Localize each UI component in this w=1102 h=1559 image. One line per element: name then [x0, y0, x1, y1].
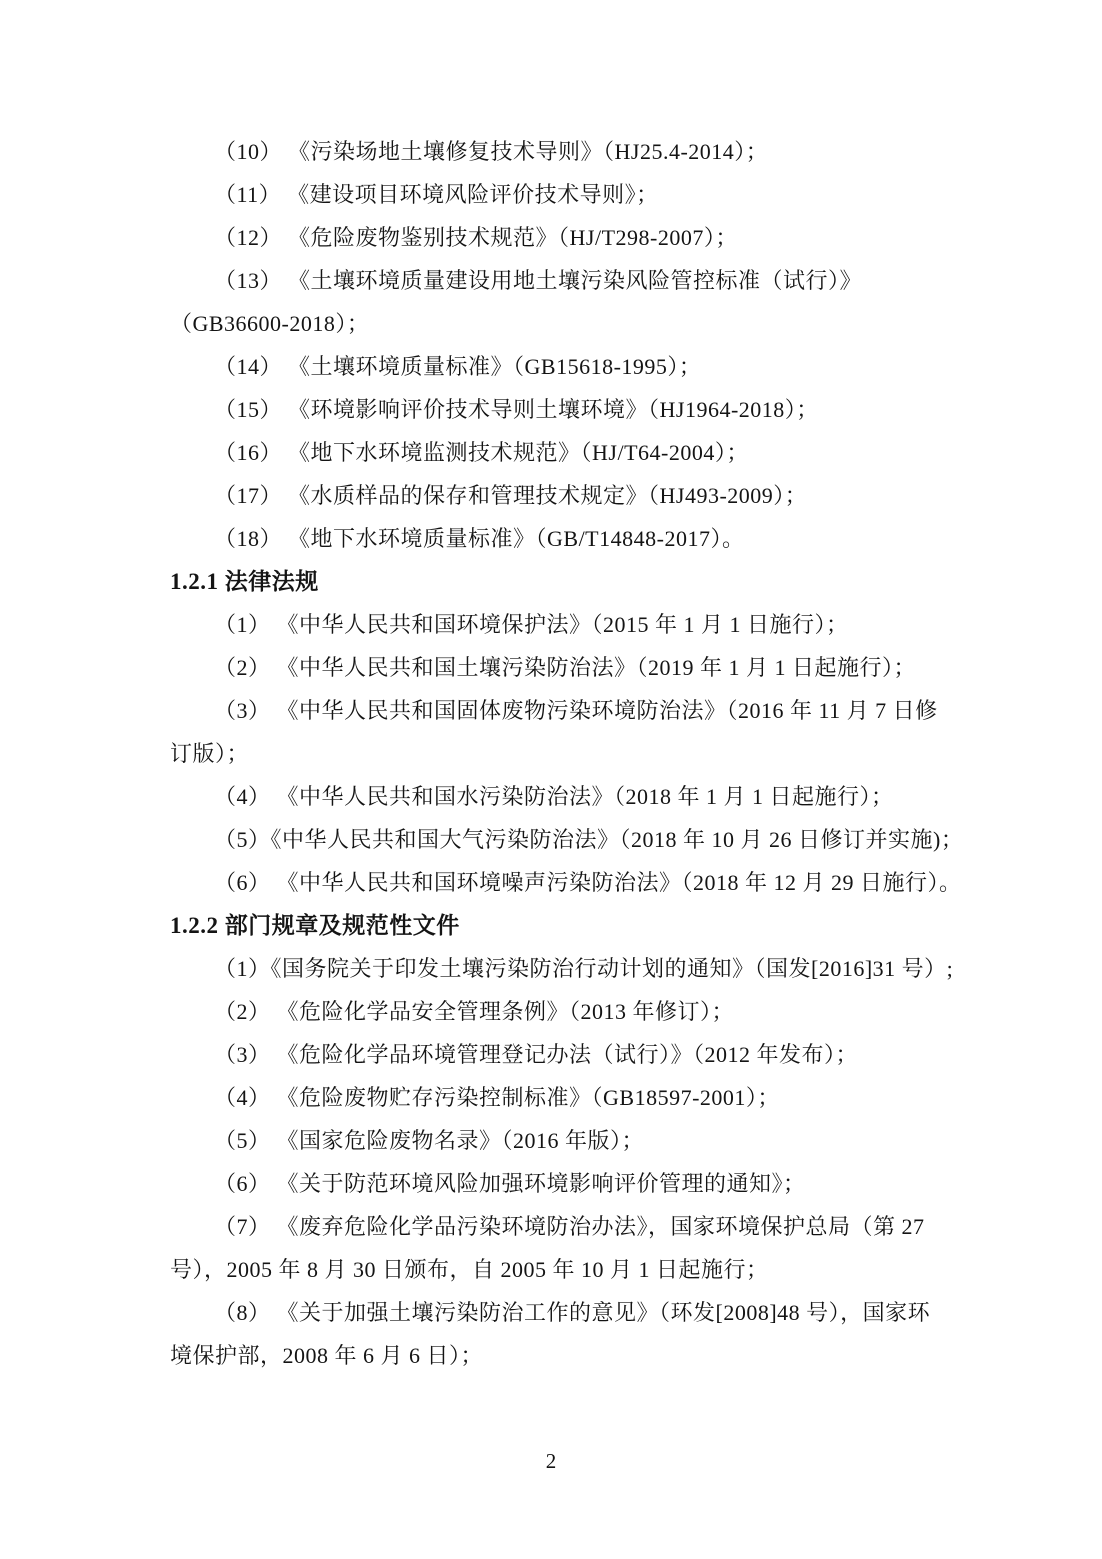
section-heading: 1.2.1 法律法规: [170, 569, 319, 594]
document-line: （1）《国务院关于印发土壤污染防治行动计划的通知》（国发[2016]31 号）;: [214, 956, 954, 981]
document-line: （6） 《中华人民共和国环境噪声污染防治法》（2018 年 12 月 29 日施行）。: [214, 870, 962, 895]
document-line: （5） 《国家危险废物名录》（2016 年版）；: [214, 1128, 645, 1153]
document-line: （10） 《污染场地土壤修复技术导则》（HJ25.4-2014）；: [214, 139, 769, 164]
section-heading: 1.2.2 部门规章及规范性文件: [170, 913, 460, 938]
document-line: （11） 《建设项目环境风险评价技术导则》；: [214, 182, 659, 207]
document-line: （2） 《中华人民共和国土壤污染防治法》（2019 年 1 月 1 日起施行）；: [214, 655, 917, 680]
document-line: 号），2005 年 8 月 30 日颁布，自 2005 年 10 月 1 日起施行；: [170, 1257, 769, 1282]
document-line: （7） 《废弃危险化学品污染环境防治办法》，国家环境保护总局（第 27: [214, 1214, 925, 1239]
document-line: （4） 《危险废物贮存污染控制标准》（GB18597-2001）；: [214, 1085, 780, 1110]
document-line: 订版）；: [170, 741, 250, 766]
document-line: （14） 《土壤环境质量标准》（GB15618-1995）；: [214, 354, 702, 379]
document-line: （3） 《危险化学品环境管理登记办法（试行）》（2012 年发布）；: [214, 1042, 859, 1067]
document-line: （2） 《危险化学品安全管理条例》（2013 年修订）；: [214, 999, 735, 1024]
document-line: （GB36600-2018）；: [170, 311, 370, 336]
page-number: 2: [545, 1449, 557, 1473]
document-line: （18） 《地下水环境质量标准》（GB/T14848-2017）。: [214, 526, 745, 551]
document-line: （17） 《水质样品的保存和管理技术规定》（HJ493-2009）；: [214, 483, 808, 508]
document-body: [170, 130, 964, 1377]
document-line: （6） 《关于防范环境风险加强环境影响评价管理的通知》；: [214, 1171, 806, 1196]
document-line: （12） 《危险废物鉴别技术规范》（HJ/T298-2007）；: [214, 225, 738, 250]
document-line: （1） 《中华人民共和国环境保护法》（2015 年 1 月 1 日施行）；: [214, 612, 849, 637]
document-line: （16） 《地下水环境监测技术规范》（HJ/T64-2004）；: [214, 440, 749, 465]
document-line: （15） 《环境影响评价技术导则土壤环境》（HJ1964-2018）；: [214, 397, 819, 422]
document-line: （3） 《中华人民共和国固体废物污染环境防治法》（2016 年 11 月 7 日修: [214, 698, 938, 723]
document-line: （13） 《土壤环境质量建设用地土壤污染风险管控标准（试行）》: [214, 268, 863, 293]
document-line: （4） 《中华人民共和国水污染防治法》（2018 年 1 月 1 日起施行）；: [214, 784, 894, 809]
document-line: （8） 《关于加强土壤污染防治工作的意见》（环发[2008]48 号），国家环: [214, 1300, 931, 1325]
document-line: 境保护部，2008 年 6 月 6 日）；: [170, 1343, 484, 1368]
document-line: （5）《中华人民共和国大气污染防治法》（2018 年 10 月 26 日修订并实施)；: [214, 827, 964, 852]
